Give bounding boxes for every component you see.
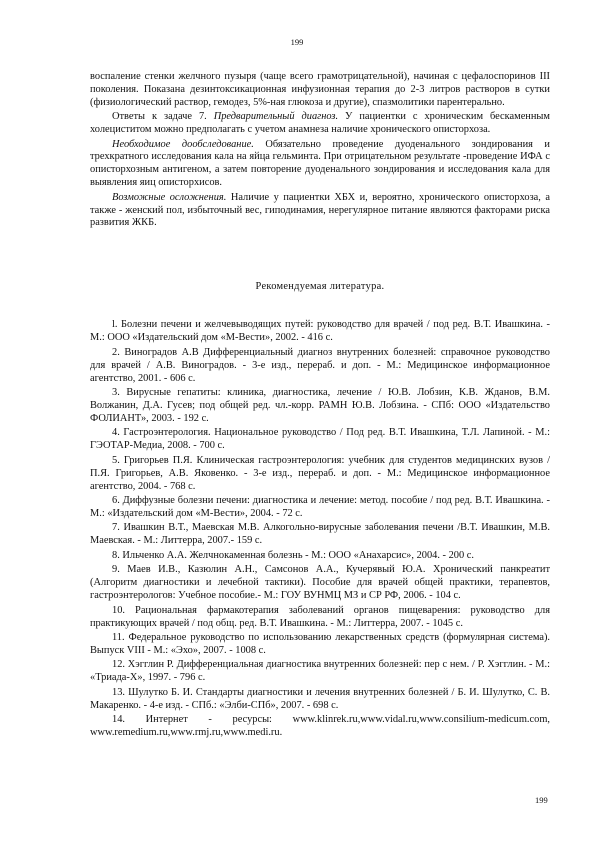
examination-heading: Необходимое дообследование. [112, 138, 254, 150]
diagnosis-text: У пациентки с хроническим бескаменным холециститом можно предполагать с учетом анамнеза наличие хронического описторхоза. [90, 111, 550, 136]
literature-item: 2. Виноградов А.В Дифференциальный диагноз внутренних болезней: справочное руководство для врачей / А.В. Виноградов. - 3-е изд., перераб. и доп. - М.: Медицинское информационное агентство, 2001. - 606 с. [90, 346, 550, 384]
literature-item: 12. Хэгглин Р. Дифференциальная диагностика внутренних болезней: пер с нем. / Р. Хэгглин. - М.: «Триада-Х», 1997. - 796 с. [90, 659, 550, 684]
literature-item: 11. Федеральное руководство по использованию лекарственных средств (формулярная система). Выпуск VIII - М.: «Эхо», 2007. - 1008 с. [90, 632, 550, 656]
paragraph-examination [90, 139, 550, 191]
literature-item: 7. Ивашкин В.Т., Маевская М.В. Алкогольно-вирусные заболевания печени /В.Т. Ивашкин, М.В. Маевская. - М.: Литтерра, 2007.- 159 с. [90, 522, 550, 547]
page-content [90, 71, 550, 742]
paragraph-diagnosis [90, 111, 550, 137]
complications-heading: Возможные осложнения. [112, 191, 227, 203]
literature-list [90, 319, 550, 740]
literature-item: 9. Маев И.В., Казюлин А.Н., Самсонов А.А., Кучерявый Ю.А. Хронический панкреатит (Алгоритм диагностики и лечебной тактики). Пособие для врачей общей практики, терапевтов, гастроэнтерологов: Учебное пособие.- М.: ГОУ ВУНМЦ МЗ и СР РФ, 2006. - 104 с. [90, 564, 550, 602]
literature-item-internet: 14. Интернет - ресурсы: www.klinrek.ru,www.vidal.ru,www.consilium-medicum.com, www.remedium.ru,www.rmj.ru,www.medi.ru. [90, 714, 550, 739]
page-number-top: 199 [290, 37, 304, 47]
complications-text: Наличие у пациентки ХБХ и, вероятно, хронического описторхоза, а также - женский пол, избыточный вес, гиподинамия, нерегулярное питание являются факторами риска развития ЖКБ. [90, 191, 550, 229]
literature-item: 6. Диффузные болезни печени: диагностика и лечение: метод. пособие / под ред. В.Т. Ивашкина. - М.: «Издательский дом «М-Вести», 2004. - 72 с. [90, 495, 550, 519]
literature-item: 5. Григорьев П.Я. Клиническая гастроэнтерология: учебник для студентов медицинских вузов / П.Я. Григорьев, А.В. Яковенко. - 3-е изд., перераб. и доп. - М.: Медицинское информационное агентство, 2004. - 768 с. [90, 454, 550, 492]
literature-item: 10. Рациональная фармакотерапия заболеваний органов пищеварения: руководство для практикующих врачей / под общ. ред. В.Т. Ивашкина. - М.: Литтерра, 2007. - 1045 с. [90, 604, 550, 629]
literature-item: 4. Гастроэнтерология. Национальное руководство / Под ред. В.Т. Ивашкина, Т.Л. Лапиной. - М.: ГЭОТАР-Медиа, 2008. - 700 с. [90, 427, 550, 452]
paragraph-treatment: воспаление стенки желчного пузыря (чаще всего грамотрицательной), начиная с цефалоспоринов III поколения. Показана дезинтоксикационная инфузионная терапия до 2-3 литров растворов в сутки (физиологический раствор, гемодез, 5%-ная глюкоза и другие), спазмолитики парентерально. [90, 71, 550, 108]
literature-item: 13. Шулутко Б. И. Стандарты диагностики и лечения внутренних болезней / Б. И. Шулутко, С. В. Макаренко. - 4-е изд. - СПб.: «Элби-СПб», 2007. - 698 с. [90, 686, 550, 711]
answer-lead: Ответы к задаче 7. [112, 111, 207, 123]
literature-item: 8. Ильченко А.А. Желчнокаменная болезнь - М.: ООО «Анахарсис», 2004. - 200 с. [112, 549, 474, 561]
literature-item: l. Болезни печени и желчевыводящих путей: руководство для врачей / под ред. В.Т. Ивашкина. - М.: ООО «Издательский дом «М-Вести», 2002. - 416 с. [90, 319, 550, 344]
literature-title: Рекомендуемая литература. [255, 281, 385, 293]
paragraph-complications [90, 192, 550, 231]
page-number-bottom: 199 [535, 795, 548, 805]
preliminary-diagnosis-heading: Предварительный диагноз. [213, 111, 339, 123]
examination-text: Обязательно проведение дуоденального зондирования и трехкратного исследования кала на яйца гельминта. При отрицательном результате -проведение ИФА с описторхозным антигеном, а затем повторение дуоденального зондирования и исследования кала для выявления яиц описторхисов. [90, 138, 550, 189]
literature-item: 3. Вирусные гепатиты: клиника, диагностика, лечение / Ю.В. Лобзин, К.В. Жданов, В.М. Волжанин, Д.А. Гусев; под общей ред. чл.-корр. РАМН Ю.В. Лобзина. - СПб: ООО «Издательство ФОЛИАНТ», 2003. - 192 с. [90, 387, 550, 424]
